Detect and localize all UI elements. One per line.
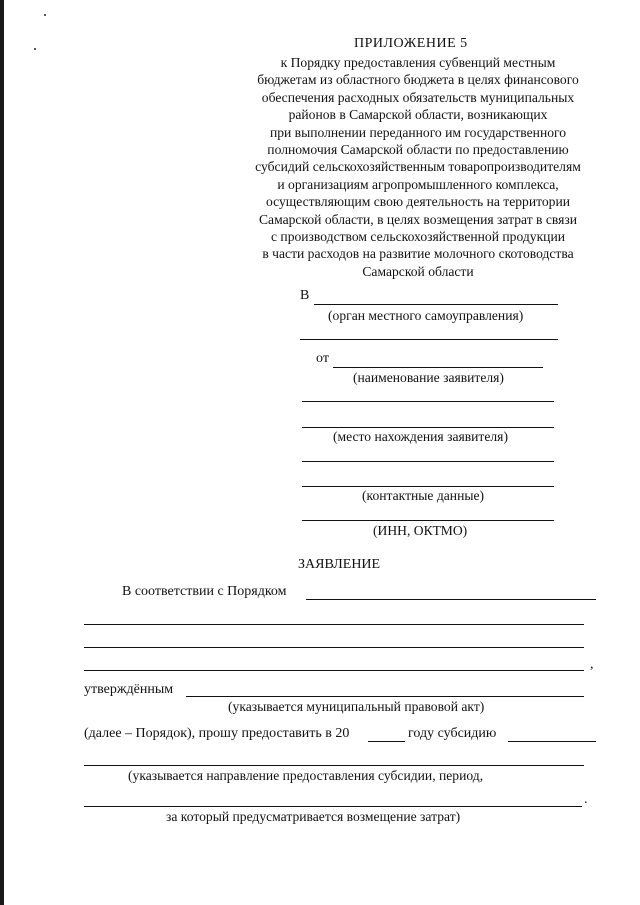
appendix-reference bbox=[222, 54, 614, 280]
contacts-hint: (контактные данные) bbox=[362, 488, 485, 503]
appendix-line: субсидий сельскохозяйственным товаропроизводителям bbox=[255, 159, 581, 175]
location-field-line-2[interactable] bbox=[302, 461, 554, 462]
appendix-line: бюджетам из областного бюджета в целях финансового bbox=[257, 72, 579, 88]
order-name-comma: , bbox=[590, 657, 594, 672]
appendix-line: полномочия Самарской области по предоставлению bbox=[267, 142, 569, 158]
to-field-line[interactable] bbox=[314, 304, 558, 305]
year-field-line[interactable] bbox=[368, 741, 405, 742]
from-field-line[interactable] bbox=[333, 367, 543, 368]
from-hint: (наименование заявителя) bbox=[353, 370, 504, 385]
order-name-line[interactable] bbox=[306, 599, 596, 600]
appendix-line: Самарской области bbox=[362, 263, 474, 279]
appendix-line: в части расходов на развитие молочного скотоводства bbox=[262, 246, 574, 262]
appendix-title: ПРИЛОЖЕНИЕ 5 bbox=[354, 36, 468, 51]
application-title: ЗАЯВЛЕНИЕ bbox=[298, 557, 381, 572]
appendix-line: к Порядку предоставления субвенций местным bbox=[280, 55, 556, 70]
appendix-line: с производством сельскохозяйственной продукции bbox=[270, 229, 565, 245]
period-field-line[interactable] bbox=[84, 806, 582, 807]
request-text: (далее – Порядок), прошу предоставить в 20 bbox=[84, 726, 350, 741]
location-field-line[interactable] bbox=[302, 427, 554, 428]
intro-text: В соответствии с Порядком bbox=[122, 584, 287, 599]
legal-act-hint: (указывается муниципальный правовой акт) bbox=[228, 699, 485, 714]
appendix-line: осуществляющим свою деятельность на территории bbox=[265, 194, 571, 210]
appendix-line: районов в Самарской области, возникающих bbox=[288, 107, 548, 123]
contacts-field-line[interactable] bbox=[302, 486, 554, 487]
direction-hint: (указывается направление предоставления субсидии, период, bbox=[128, 768, 484, 783]
appendix-line: Самарской области, в целях возмещения затрат в связи bbox=[258, 211, 578, 227]
location-hint: (место нахождения заявителя) bbox=[333, 429, 508, 444]
appendix-line: и организациям агропромышленного комплекса, bbox=[277, 176, 559, 192]
inn-field-line[interactable] bbox=[302, 520, 554, 521]
subsidy-field-line[interactable] bbox=[508, 741, 596, 742]
scan-speck bbox=[44, 14, 46, 16]
period-hint: за который предусматривается возмещение затрат) bbox=[166, 809, 461, 824]
appendix-line: при выполнении переданного им государственного bbox=[269, 124, 567, 140]
from-field-line-2[interactable] bbox=[302, 401, 554, 402]
legal-act-line[interactable] bbox=[186, 696, 584, 697]
scan-edge-shadow bbox=[0, 0, 4, 905]
direction-field-line[interactable] bbox=[84, 765, 584, 766]
to-hint: (орган местного самоуправления) bbox=[328, 308, 524, 323]
approved-by-label: утверждённым bbox=[84, 682, 174, 697]
from-prefix: от bbox=[316, 351, 329, 366]
inn-hint: (ИНН, ОКТМО) bbox=[373, 523, 468, 538]
to-field-line-2[interactable] bbox=[300, 339, 558, 340]
order-name-line-4[interactable] bbox=[84, 670, 584, 671]
scan-speck bbox=[34, 48, 36, 50]
order-name-line-2[interactable] bbox=[84, 624, 584, 625]
to-prefix: В bbox=[300, 288, 310, 303]
order-name-line-3[interactable] bbox=[84, 647, 584, 648]
period-end-dot: . bbox=[584, 792, 588, 807]
appendix-line: обеспечения расходных обязательств муниципальных bbox=[261, 89, 575, 105]
year-suffix-text: году субсидию bbox=[408, 726, 497, 741]
